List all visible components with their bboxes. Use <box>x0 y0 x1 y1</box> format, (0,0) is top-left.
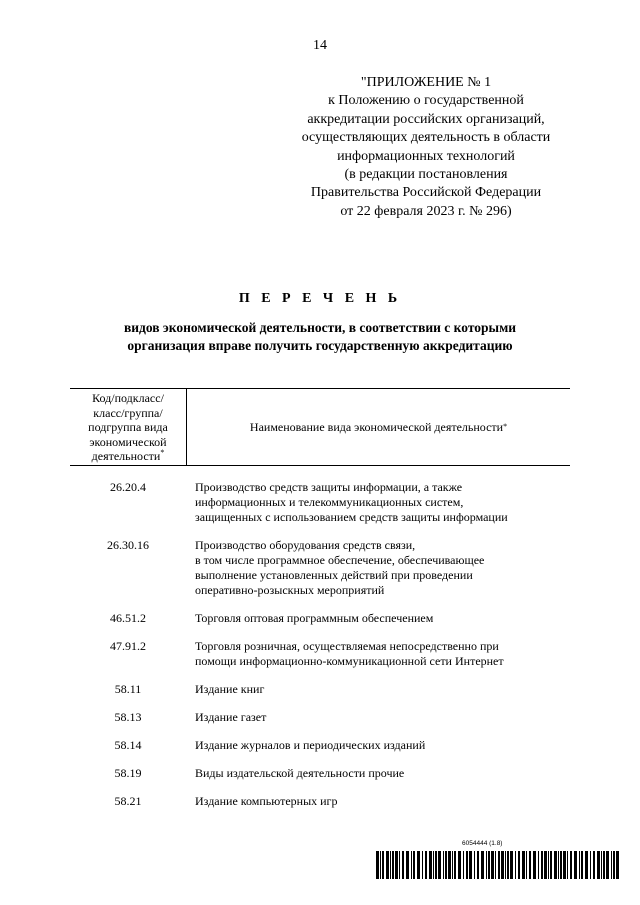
appendix-line: "ПРИЛОЖЕНИЕ № 1 <box>360 75 492 90</box>
activity-name <box>186 794 337 809</box>
barcode-bar <box>452 851 453 879</box>
barcode-bar <box>382 851 384 879</box>
barcode-bar <box>399 851 400 879</box>
barcode-bar <box>603 851 605 879</box>
table-header <box>70 388 570 466</box>
code-header-line: подгруппа вида <box>88 420 168 434</box>
barcode-bar <box>433 851 434 879</box>
activity-name-line: Торговля оптовая программным обеспечением <box>195 611 434 625</box>
activity-name-line: Издание компьютерных игр <box>195 794 338 808</box>
barcode-bar <box>570 851 572 879</box>
activity-code: 26.30.16 <box>107 538 149 552</box>
barcode-bar <box>463 851 464 879</box>
barcode-bar <box>558 851 559 879</box>
barcode-bar <box>390 851 391 879</box>
activity-name <box>186 538 484 598</box>
barcode-bar <box>560 851 562 879</box>
barcode-bar <box>443 851 444 879</box>
barcode-bar <box>486 851 487 879</box>
activity-name-line: оперативно-розыскных мероприятий <box>195 583 385 597</box>
barcode-bar <box>616 851 619 879</box>
table-row <box>70 794 570 809</box>
barcode-bar <box>526 851 527 879</box>
barcode-bar <box>548 851 549 879</box>
code-column-header <box>70 389 186 467</box>
barcode-bar <box>563 851 566 879</box>
barcode-bar <box>474 851 475 879</box>
activity-name <box>186 738 425 753</box>
activity-name-line: Торговля розничная, осуществляемая непосредственно при <box>195 639 499 653</box>
activity-code: 47.91.2 <box>110 639 146 653</box>
barcode-bar <box>597 851 600 879</box>
appendix-line: (в редакции постановления <box>344 167 508 183</box>
barcode-bar <box>406 851 409 879</box>
table-row <box>70 766 570 781</box>
barcode-bar <box>522 851 525 879</box>
activity-name-line: защищенных с использованием средств защиты информации <box>195 510 508 524</box>
barcode-bar <box>458 851 461 879</box>
activity-code: 58.19 <box>114 766 142 780</box>
barcode-bar <box>448 851 451 879</box>
barcode-bar <box>413 851 415 879</box>
activity-name-line: Производство средств защиты информации, а также <box>195 480 463 494</box>
activity-name-line: в том числе программное обеспечение, обеспечивающее <box>195 553 485 567</box>
barcode-bar <box>402 851 404 879</box>
barcode-bar <box>518 851 520 879</box>
activity-name-line: Издание газет <box>195 710 267 724</box>
activity-name-line: Издание книг <box>195 682 265 696</box>
barcode-bar <box>495 851 496 879</box>
barcode-bar <box>491 851 494 879</box>
subtitle-line: организация вправе получить государственную аккредитацию <box>127 338 513 353</box>
code-header-last: деятельности <box>91 449 161 463</box>
barcode-bar <box>466 851 468 879</box>
barcode-bar <box>386 851 389 879</box>
barcode-bar <box>425 851 427 879</box>
barcode-bar <box>507 851 509 879</box>
name-header-text: Наименование вида экономической деятельности <box>249 419 504 434</box>
table-row <box>70 710 570 725</box>
activity-name-line: Издание журналов и периодических изданий <box>195 738 426 752</box>
appendix-line: от 22 февраля 2023 г. № 296) <box>340 203 512 219</box>
appendix-line: осуществляющих деятельность в области <box>301 130 551 146</box>
barcode-bar <box>435 851 437 879</box>
appendix-line: информационных технологий <box>337 148 515 164</box>
barcode-bar <box>380 851 381 879</box>
barcode-bar <box>454 851 456 879</box>
barcode-bar <box>481 851 484 879</box>
subtitle-line: видов экономической деятельности, в соответствии с которыми <box>123 320 517 335</box>
activity-name-line: информационных и телекоммуникационных систем, <box>195 495 464 509</box>
table-row <box>70 639 570 669</box>
activity-name-line: Производство оборудования средств связи, <box>195 538 416 552</box>
barcode-bar <box>505 851 506 879</box>
appendix-line: Правительства Российской Федерации <box>310 185 542 201</box>
activity-name <box>186 682 264 697</box>
document-subtitle <box>60 319 580 355</box>
barcode-bar <box>445 851 447 879</box>
barcode-bar <box>411 851 412 879</box>
table-row <box>70 682 570 697</box>
barcode-bar <box>585 851 588 879</box>
barcode-bar <box>567 851 568 879</box>
activity-name-line: выполнение установленных действий при проведении <box>195 568 473 582</box>
barcode-bar <box>477 851 479 879</box>
barcode-bar <box>376 851 379 879</box>
activity-name-line: Виды издательской деятельности прочие <box>195 766 405 780</box>
appendix-line: аккредитации российских организаций, <box>307 111 545 127</box>
barcode-bar <box>574 851 577 879</box>
code-header-line: Код/подкласс/ <box>92 391 164 405</box>
barcode-bar <box>515 851 516 879</box>
activity-code: 46.51.2 <box>110 611 146 625</box>
table-row <box>70 611 570 626</box>
barcode-bar <box>529 851 531 879</box>
barcode-bar <box>395 851 398 879</box>
page-number: 14 <box>313 38 327 53</box>
code-header-line <box>70 449 186 464</box>
barcode-bar <box>438 851 441 879</box>
activity-name <box>186 710 266 725</box>
barcode-image <box>376 851 620 879</box>
barcode-bar <box>590 851 591 879</box>
barcode-bar <box>601 851 602 879</box>
activity-code: 26.20.4 <box>110 480 146 494</box>
barcode-bar <box>422 851 423 879</box>
activity-list <box>70 480 570 822</box>
barcode-bar <box>498 851 500 879</box>
barcode-bar <box>429 851 432 879</box>
barcode-bar <box>541 851 543 879</box>
barcode-bar <box>613 851 615 879</box>
code-header-line: экономической <box>89 434 167 449</box>
activity-code: 58.13 <box>114 710 142 724</box>
appendix-header <box>282 74 570 221</box>
barcode-bar <box>392 851 394 879</box>
barcode-label: 6054444 (1.8) <box>462 840 503 847</box>
barcode-bar <box>606 851 609 879</box>
barcode-bar <box>538 851 539 879</box>
activity-code: 58.14 <box>114 738 142 752</box>
barcode-bar <box>488 851 490 879</box>
code-header-line: класс/группа/ <box>93 405 163 420</box>
code-footnote-mark: * <box>160 448 165 457</box>
barcode-bar <box>501 851 504 879</box>
activity-name-line: помощи информационно-коммуникационной сети Интернет <box>195 654 504 668</box>
barcode-bar <box>469 851 472 879</box>
appendix-line: к Положению о государственной <box>328 93 524 109</box>
activity-code: 58.11 <box>114 682 142 696</box>
barcode-bar <box>533 851 536 879</box>
activity-name <box>186 639 504 669</box>
activity-name <box>186 766 404 781</box>
table-row <box>70 538 570 598</box>
table-row <box>70 480 570 525</box>
activity-code: 58.21 <box>114 794 142 808</box>
barcode-bar <box>544 851 547 879</box>
barcode-bar <box>554 851 557 879</box>
name-column-header: Наименование вида экономической деятельности * <box>249 419 508 434</box>
barcode-bar <box>510 851 513 879</box>
barcode-bar <box>611 851 612 879</box>
barcode-bar <box>550 851 552 879</box>
barcode-bar <box>581 851 583 879</box>
table-row <box>70 738 570 753</box>
activity-name <box>186 611 433 626</box>
barcode-bar <box>579 851 580 879</box>
document-title: П Е Р Е Ч Е Н Ь <box>238 291 402 306</box>
barcode-bar <box>417 851 420 879</box>
barcode-bar <box>593 851 595 879</box>
activity-name <box>186 480 508 525</box>
